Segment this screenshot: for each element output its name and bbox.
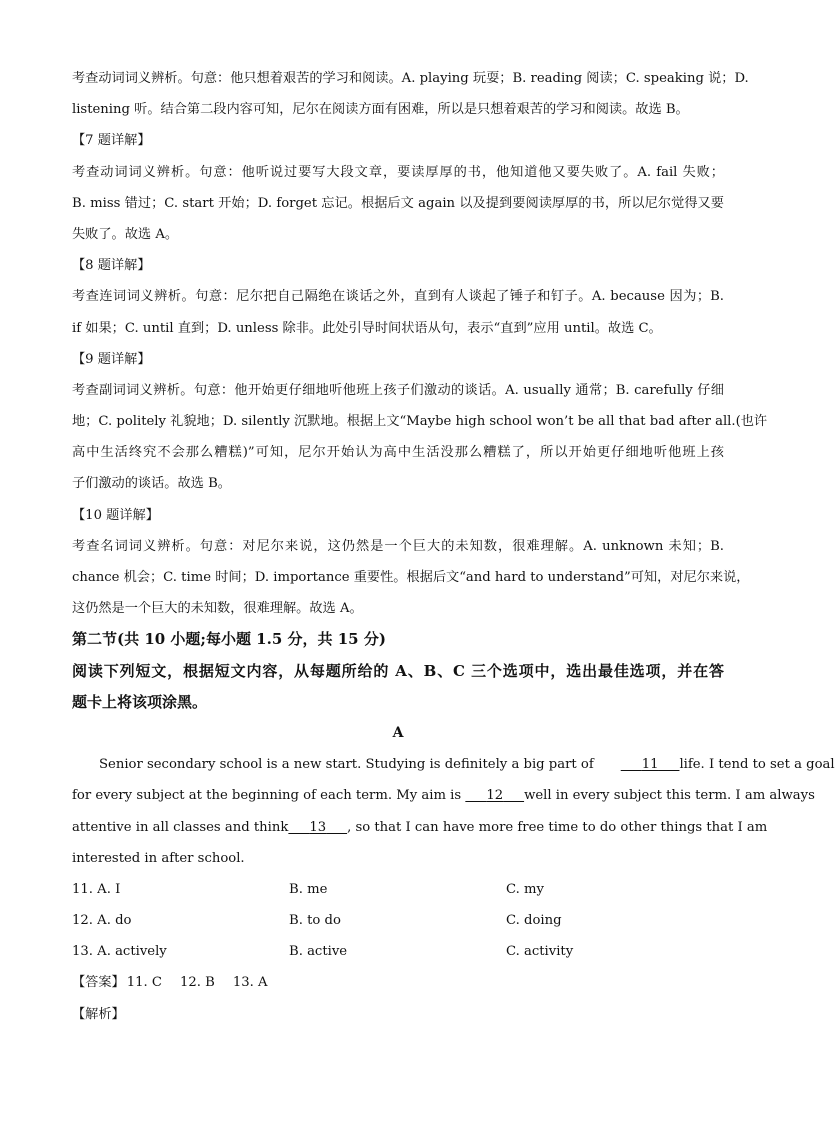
option-b: B. me bbox=[289, 881, 328, 897]
text-line: if 如果；C. until 直到；D. unless 除非。此处引导时间状语从句，表示“直到”应用 until。故选 C。 bbox=[72, 320, 662, 336]
option-a: 12. A. do bbox=[72, 913, 132, 929]
answer-label: 【答案】 bbox=[72, 975, 125, 991]
question-options bbox=[72, 874, 724, 905]
passage-line: interested in after school. bbox=[72, 850, 245, 866]
section-title: 第二节(共 10 小题;每小题 1.5 分，共 15 分) bbox=[72, 630, 386, 649]
passage-line bbox=[72, 749, 835, 780]
option-b: B. active bbox=[289, 944, 348, 960]
passage-text: life. I tend to set a goal bbox=[679, 757, 835, 773]
text-line: 高中生活终究不会那么糟糕)”可知，尼尔开始认为高中生活没那么糟糕了，所以开始更仔细地听他班上孩 bbox=[72, 445, 724, 461]
answer-12: 12. B bbox=[180, 975, 215, 991]
passage-line bbox=[72, 812, 768, 843]
passage-text: Senior secondary school is a new start. Studying is definitely a big part of bbox=[99, 757, 594, 773]
option-c: C. my bbox=[506, 881, 544, 897]
answer-13: 13. A bbox=[232, 975, 268, 991]
text-line: 考查动词词义辨析。句意：他只想着艰苦的学习和阅读。A. playing 玩耍；B. reading 阅读；C. speaking 说；D. bbox=[72, 71, 749, 86]
section-instruction: 题卡上将该项涂黑。 bbox=[72, 692, 208, 711]
option-b: B. to do bbox=[289, 913, 341, 929]
blank-11 bbox=[594, 749, 680, 780]
option-a: 11. A. I bbox=[72, 881, 121, 897]
text-line: B. miss 错过；C. start 开始；D. forget 忘记。根据后文 again 以及提到要阅读厚厚的书，所以尼尔觉得又要 bbox=[72, 195, 724, 211]
question-options bbox=[72, 936, 724, 967]
blank-number: 11 bbox=[641, 757, 659, 773]
text-line: 失败了。故选 A。 bbox=[72, 226, 179, 242]
document-page bbox=[72, 63, 835, 1030]
text-line: 子们激动的谈话。故选 B。 bbox=[72, 476, 231, 492]
text-line: 考查连词词义辨析。句意：尼尔把自己隔绝在谈话之外，直到有人谈起了锤子和钉子。A. because 因为；B. bbox=[72, 289, 724, 305]
text-line: 这仍然是一个巨大的未知数，很难理解。故选 A。 bbox=[72, 601, 363, 617]
passage-text: well in every subject this term. I am always bbox=[524, 788, 815, 804]
passage-letter: A bbox=[392, 724, 404, 741]
option-c: C. activity bbox=[506, 944, 574, 960]
text-line: 考查副词词义辨析。句意：他开始更仔细地听他班上孩子们激动的谈话。A. usually 通常；B. carefully 仔细 bbox=[72, 382, 724, 398]
question-heading: 【9 题详解】 bbox=[72, 351, 151, 367]
question-options bbox=[72, 905, 724, 936]
blank-number: 13 bbox=[309, 819, 327, 835]
text-line: chance 机会；C. time 时间；D. importance 重要性。根据后文“and hard to understand”可知，对尼尔来说， bbox=[72, 570, 750, 585]
analysis-label: 【解析】 bbox=[72, 1006, 125, 1022]
question-heading: 【8 题详解】 bbox=[72, 258, 151, 274]
text-line: 地；C. politely 礼貌地；D. silently 沉默地。根据上文“Maybe high school won’t be all that bad after all.(也许 bbox=[72, 414, 768, 430]
answer-11: 11. C bbox=[126, 975, 163, 991]
passage-text: for every subject at the beginning of each term. My aim is bbox=[72, 788, 462, 804]
blank-12 bbox=[465, 780, 524, 811]
question-heading: 【7 题详解】 bbox=[72, 133, 151, 149]
passage-text: attentive in all classes and think bbox=[72, 819, 289, 835]
section-instruction: 阅读下列短文，根据短文内容，从每题所给的 A、B、C 三个选项中，选出最佳选项，并在答 bbox=[72, 661, 724, 680]
text-line: listening 听。结合第二段内容可知，尼尔在阅读方面有困难，所以是只想着艰苦的学习和阅读。故选 B。 bbox=[72, 102, 689, 118]
blank-13 bbox=[288, 812, 347, 843]
text-line: 考查名词词义辨析。句意：对尼尔来说，这仍然是一个巨大的未知数，很难理解。A. unknown 未知；B. bbox=[72, 538, 724, 554]
passage-line bbox=[72, 780, 815, 811]
passage-text: , so that I can have more free time to do other things that I am bbox=[347, 819, 768, 835]
blank-number: 12 bbox=[486, 788, 504, 804]
text-line: 考查动词词义辨析。句意：他听说过要写大段文章，要读厚厚的书，他知道他又要失败了。A. fail 失败； bbox=[72, 164, 724, 180]
answer-line bbox=[72, 967, 724, 998]
option-a: 13. A. actively bbox=[72, 944, 167, 960]
question-heading: 【10 题详解】 bbox=[72, 507, 159, 523]
option-c: C. doing bbox=[506, 913, 562, 929]
